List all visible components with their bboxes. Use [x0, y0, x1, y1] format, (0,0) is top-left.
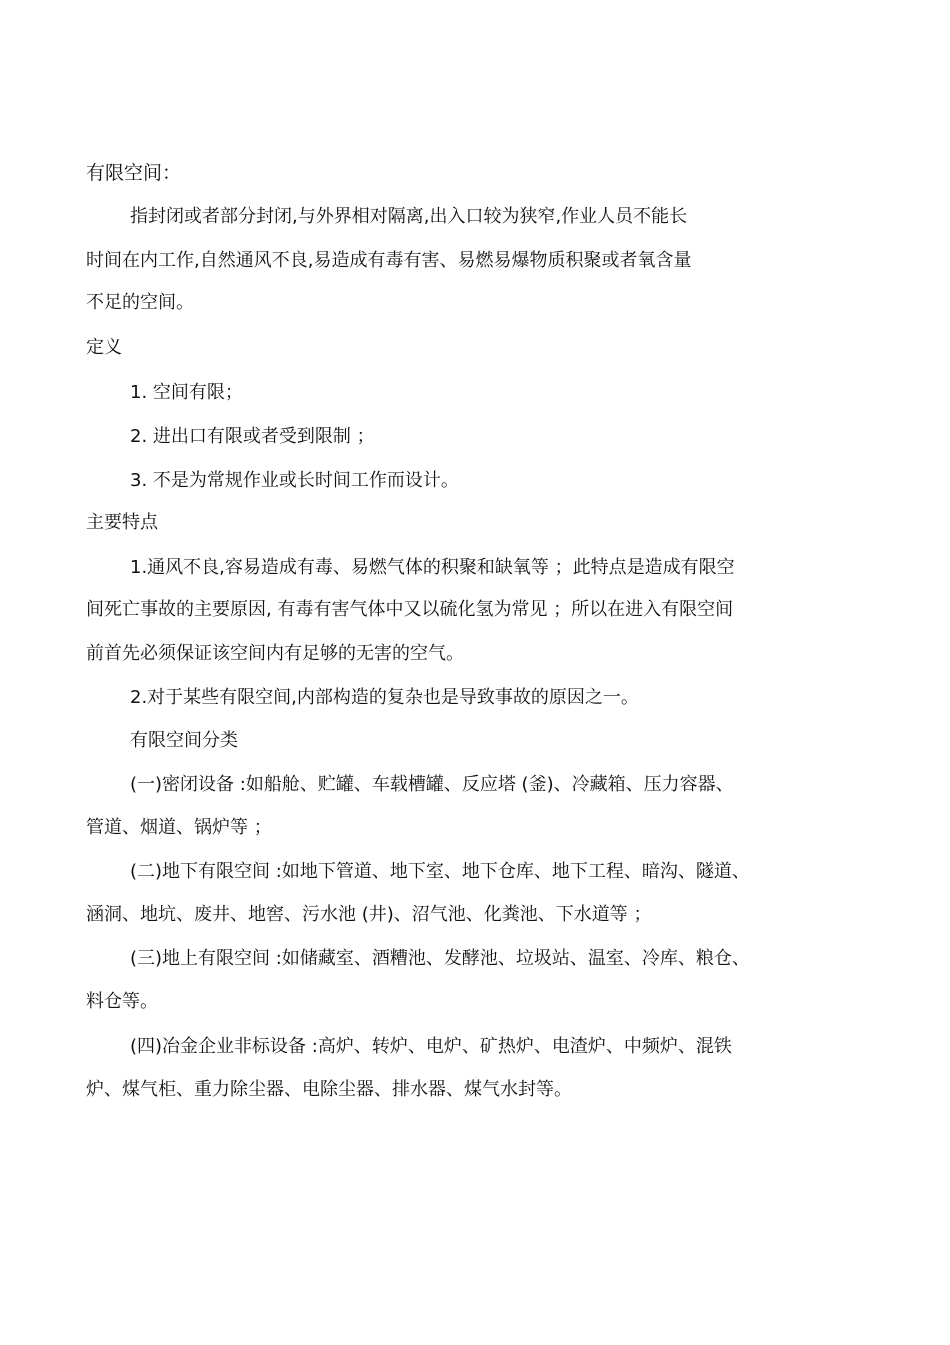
- class-2-line-1: (二)地下有限空间 :如地下管道、地下室、地下仓库、地下工程、暗沟、隧道、: [130, 861, 750, 882]
- class-1-line-2: 管道、烟道、锅炉等 ；: [86, 817, 272, 838]
- feature-2: 2.对于某些有限空间,内部构造的复杂也是导致事故的原因之一。: [130, 687, 639, 708]
- class-2-line-2: 涵洞、地坑、废井、地窖、污水池 (井)、沼气池、化粪池、下水道等 ；: [86, 904, 652, 925]
- class-3-line-2: 料仓等。: [86, 991, 158, 1012]
- page-title: 有限空间：: [86, 162, 182, 184]
- definition-item-2: 2. 进出口有限或者受到限制 ；: [130, 426, 375, 447]
- definition-item-1: 1. 空间有限；: [130, 382, 243, 403]
- class-4-line-2: 炉、煤气柜、重力除尘器、电除尘器、排水器、煤气水封等。: [86, 1079, 572, 1100]
- intro-line-2: 时间在内工作,自然通风不良,易造成有毒有害、易燃易爆物质积聚或者氧含量: [86, 250, 692, 271]
- feature-1-line-2: 间死亡事故的主要原因, 有毒有害气体中又以硫化氢为常见 ；所以在进入有限空间: [86, 599, 734, 620]
- intro-line-3: 不足的空间。: [86, 292, 194, 313]
- feature-1-line-1: 1.通风不良,容易造成有毒、易燃气体的积聚和缺氧等 ；此特点是造成有限空: [130, 557, 735, 578]
- definition-item-3: 3. 不是为常规作业或长时间工作而设计。: [130, 470, 459, 491]
- features-heading: 主要特点: [86, 512, 158, 533]
- class-4-line-1: (四)冶金企业非标设备 :高炉、转炉、电炉、矿热炉、电渣炉、中频炉、混铁: [130, 1036, 732, 1057]
- feature-1-line-3: 前首先必须保证该空间内有足够的无害的空气。: [86, 643, 464, 664]
- intro-line-1: 指封闭或者部分封闭,与外界相对隔离,出入口较为狭窄,作业人员不能长: [130, 206, 688, 227]
- class-3-line-1: (三)地上有限空间 :如储藏室、酒糟池、发酵池、垃圾站、温室、冷库、粮仓、: [130, 948, 750, 969]
- class-1-line-1: (一)密闭设备 :如船舱、贮罐、车载槽罐、反应塔 (釜)、冷藏箱、压力容器、: [130, 774, 734, 795]
- classification-heading: 有限空间分类: [130, 730, 238, 751]
- definition-heading: 定义: [86, 337, 122, 358]
